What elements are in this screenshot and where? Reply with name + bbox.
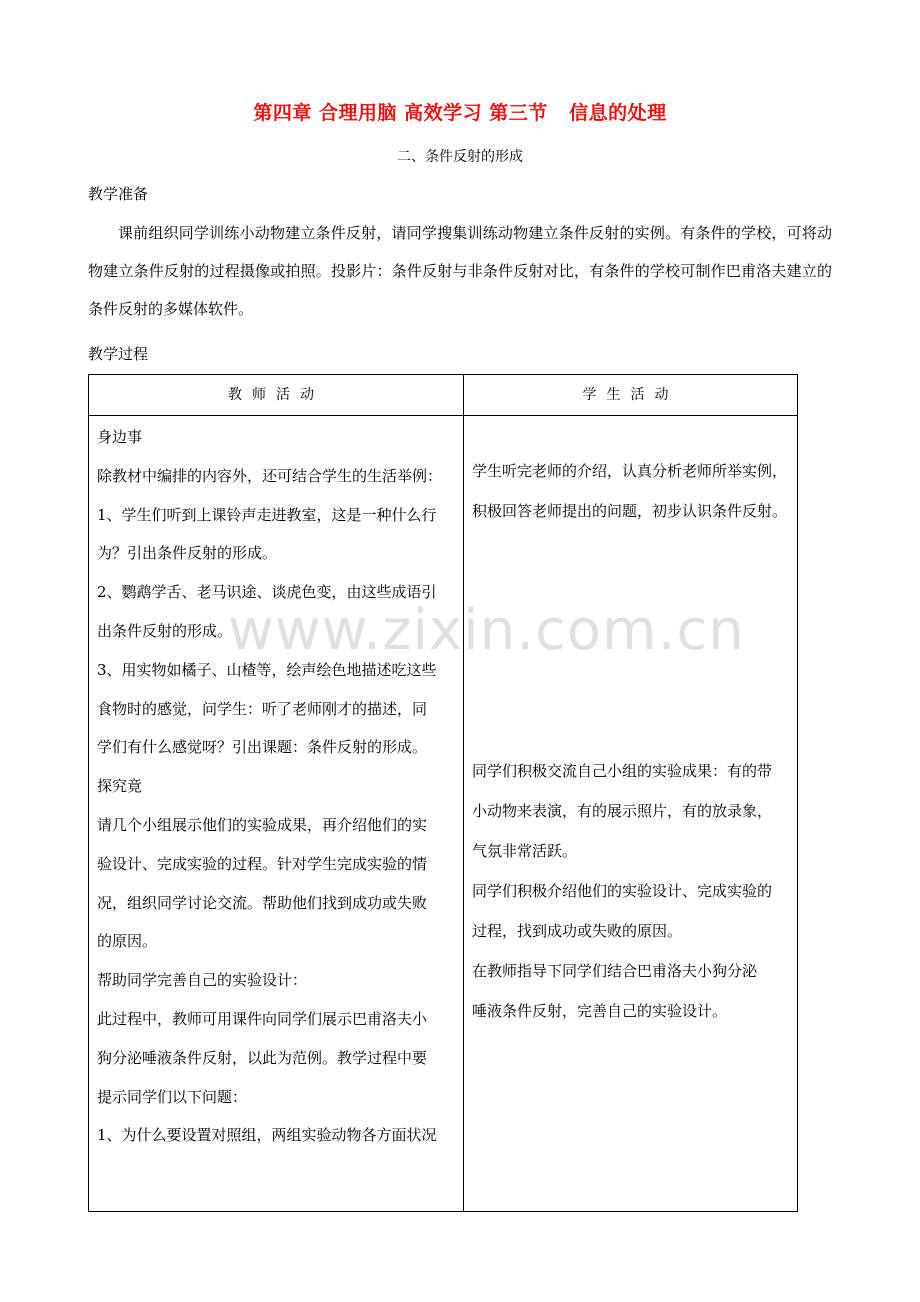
teacher-activity-column bbox=[97, 418, 457, 1155]
teacher-line: 狗分泌唾液条件反射，以此为范例。教学过程中要 bbox=[97, 1048, 428, 1067]
teacher-line: 除教材中编排的内容外，还可结合学生的生活举例： bbox=[97, 466, 443, 485]
section-subtitle: 二、条件反射的形成 bbox=[397, 149, 523, 165]
teacher-line: 探究竟 bbox=[97, 777, 143, 796]
student-line: 同学们积极交流自己小组的实验成果：有的带 bbox=[472, 762, 773, 780]
teacher-line: 2、鹦鹉学舌、老马识途、谈虎色变，由这些成语引 bbox=[97, 583, 437, 602]
teacher-line: 出条件反射的形成。 bbox=[97, 621, 233, 640]
student-line: 小动物来表演，有的展示照片，有的放录象， bbox=[472, 802, 773, 820]
column-divider bbox=[463, 375, 464, 1211]
student-line: 积极回答老师提出的问题，初步认识条件反射。 bbox=[472, 502, 788, 520]
teacher-line: 为？引出条件反射的形成。 bbox=[97, 544, 278, 563]
teacher-activity-header: 教师活动 bbox=[228, 387, 324, 403]
teacher-line: 的原因。 bbox=[97, 932, 158, 951]
teacher-line: 况，组织同学讨论交流。帮助他们找到成功或失败 bbox=[97, 893, 428, 912]
teacher-line: 1、学生们听到上课铃声走进教室，这是一种什么行 bbox=[97, 505, 437, 524]
student-activity-block-1 bbox=[472, 451, 792, 531]
teacher-line: 食物时的感觉，问学生：听了老师刚才的描述，同 bbox=[97, 699, 428, 718]
student-line: 在教师指导下同学们结合巴甫洛夫小狗分泌 bbox=[472, 962, 758, 980]
teacher-line: 提示同学们以下问题： bbox=[97, 1087, 248, 1106]
teacher-line: 身边事 bbox=[97, 428, 143, 446]
student-line: 同学们积极介绍他们的实验设计、完成实验的 bbox=[472, 882, 773, 900]
process-heading: 教学过程 bbox=[88, 345, 149, 363]
teacher-line: 1、为什么要设置对照组，两组实验动物各方面状况 bbox=[97, 1126, 437, 1145]
teacher-line: 此过程中，教师可用课件向同学们展示巴甫洛夫小 bbox=[97, 1009, 428, 1028]
teacher-line: 帮助同学完善自己的实验设计： bbox=[97, 971, 308, 990]
watermark-text: www.zixin.com.cn bbox=[228, 598, 745, 663]
student-activity-header: 学生活动 bbox=[582, 387, 679, 403]
teacher-line: 请几个小组展示他们的实验成果，再介绍他们的实 bbox=[97, 815, 428, 834]
teacher-line: 3、用实物如橘子、山楂等，绘声绘色地描述吃这些 bbox=[97, 660, 437, 679]
student-line: 学生听完老师的介绍，认真分析老师所举实例， bbox=[472, 462, 788, 480]
header-divider bbox=[89, 415, 797, 416]
teacher-line: 学们有什么感觉呀？引出课题：条件反射的形成。 bbox=[97, 738, 428, 757]
teaching-process-table bbox=[88, 374, 798, 1212]
intro-paragraph: 课前组织同学训练小动物建立条件反射，请同学搜集训练动物建立条件反射的实例。有条件的学校，可将动物建立条件反射的过程摄像或拍照。投影片：条件反射与非条件反射对比，有条件的学校可制作巴甫洛夫建立的条件反射的多媒体软件。 bbox=[88, 224, 832, 318]
student-activity-block-2 bbox=[472, 751, 792, 1031]
student-line: 唾液条件反射，完善自己的实验设计。 bbox=[472, 1002, 728, 1020]
student-line: 气氛非常活跃。 bbox=[472, 842, 578, 860]
prep-heading: 教学准备 bbox=[88, 185, 149, 203]
document-title: 第四章 合理用脑 高效学习 第三节 信息的处理 bbox=[253, 102, 667, 124]
student-line: 过程，找到成功或失败的原因。 bbox=[472, 922, 683, 940]
teacher-line: 验设计、完成实验的过程。针对学生完成实验的情 bbox=[97, 854, 428, 873]
